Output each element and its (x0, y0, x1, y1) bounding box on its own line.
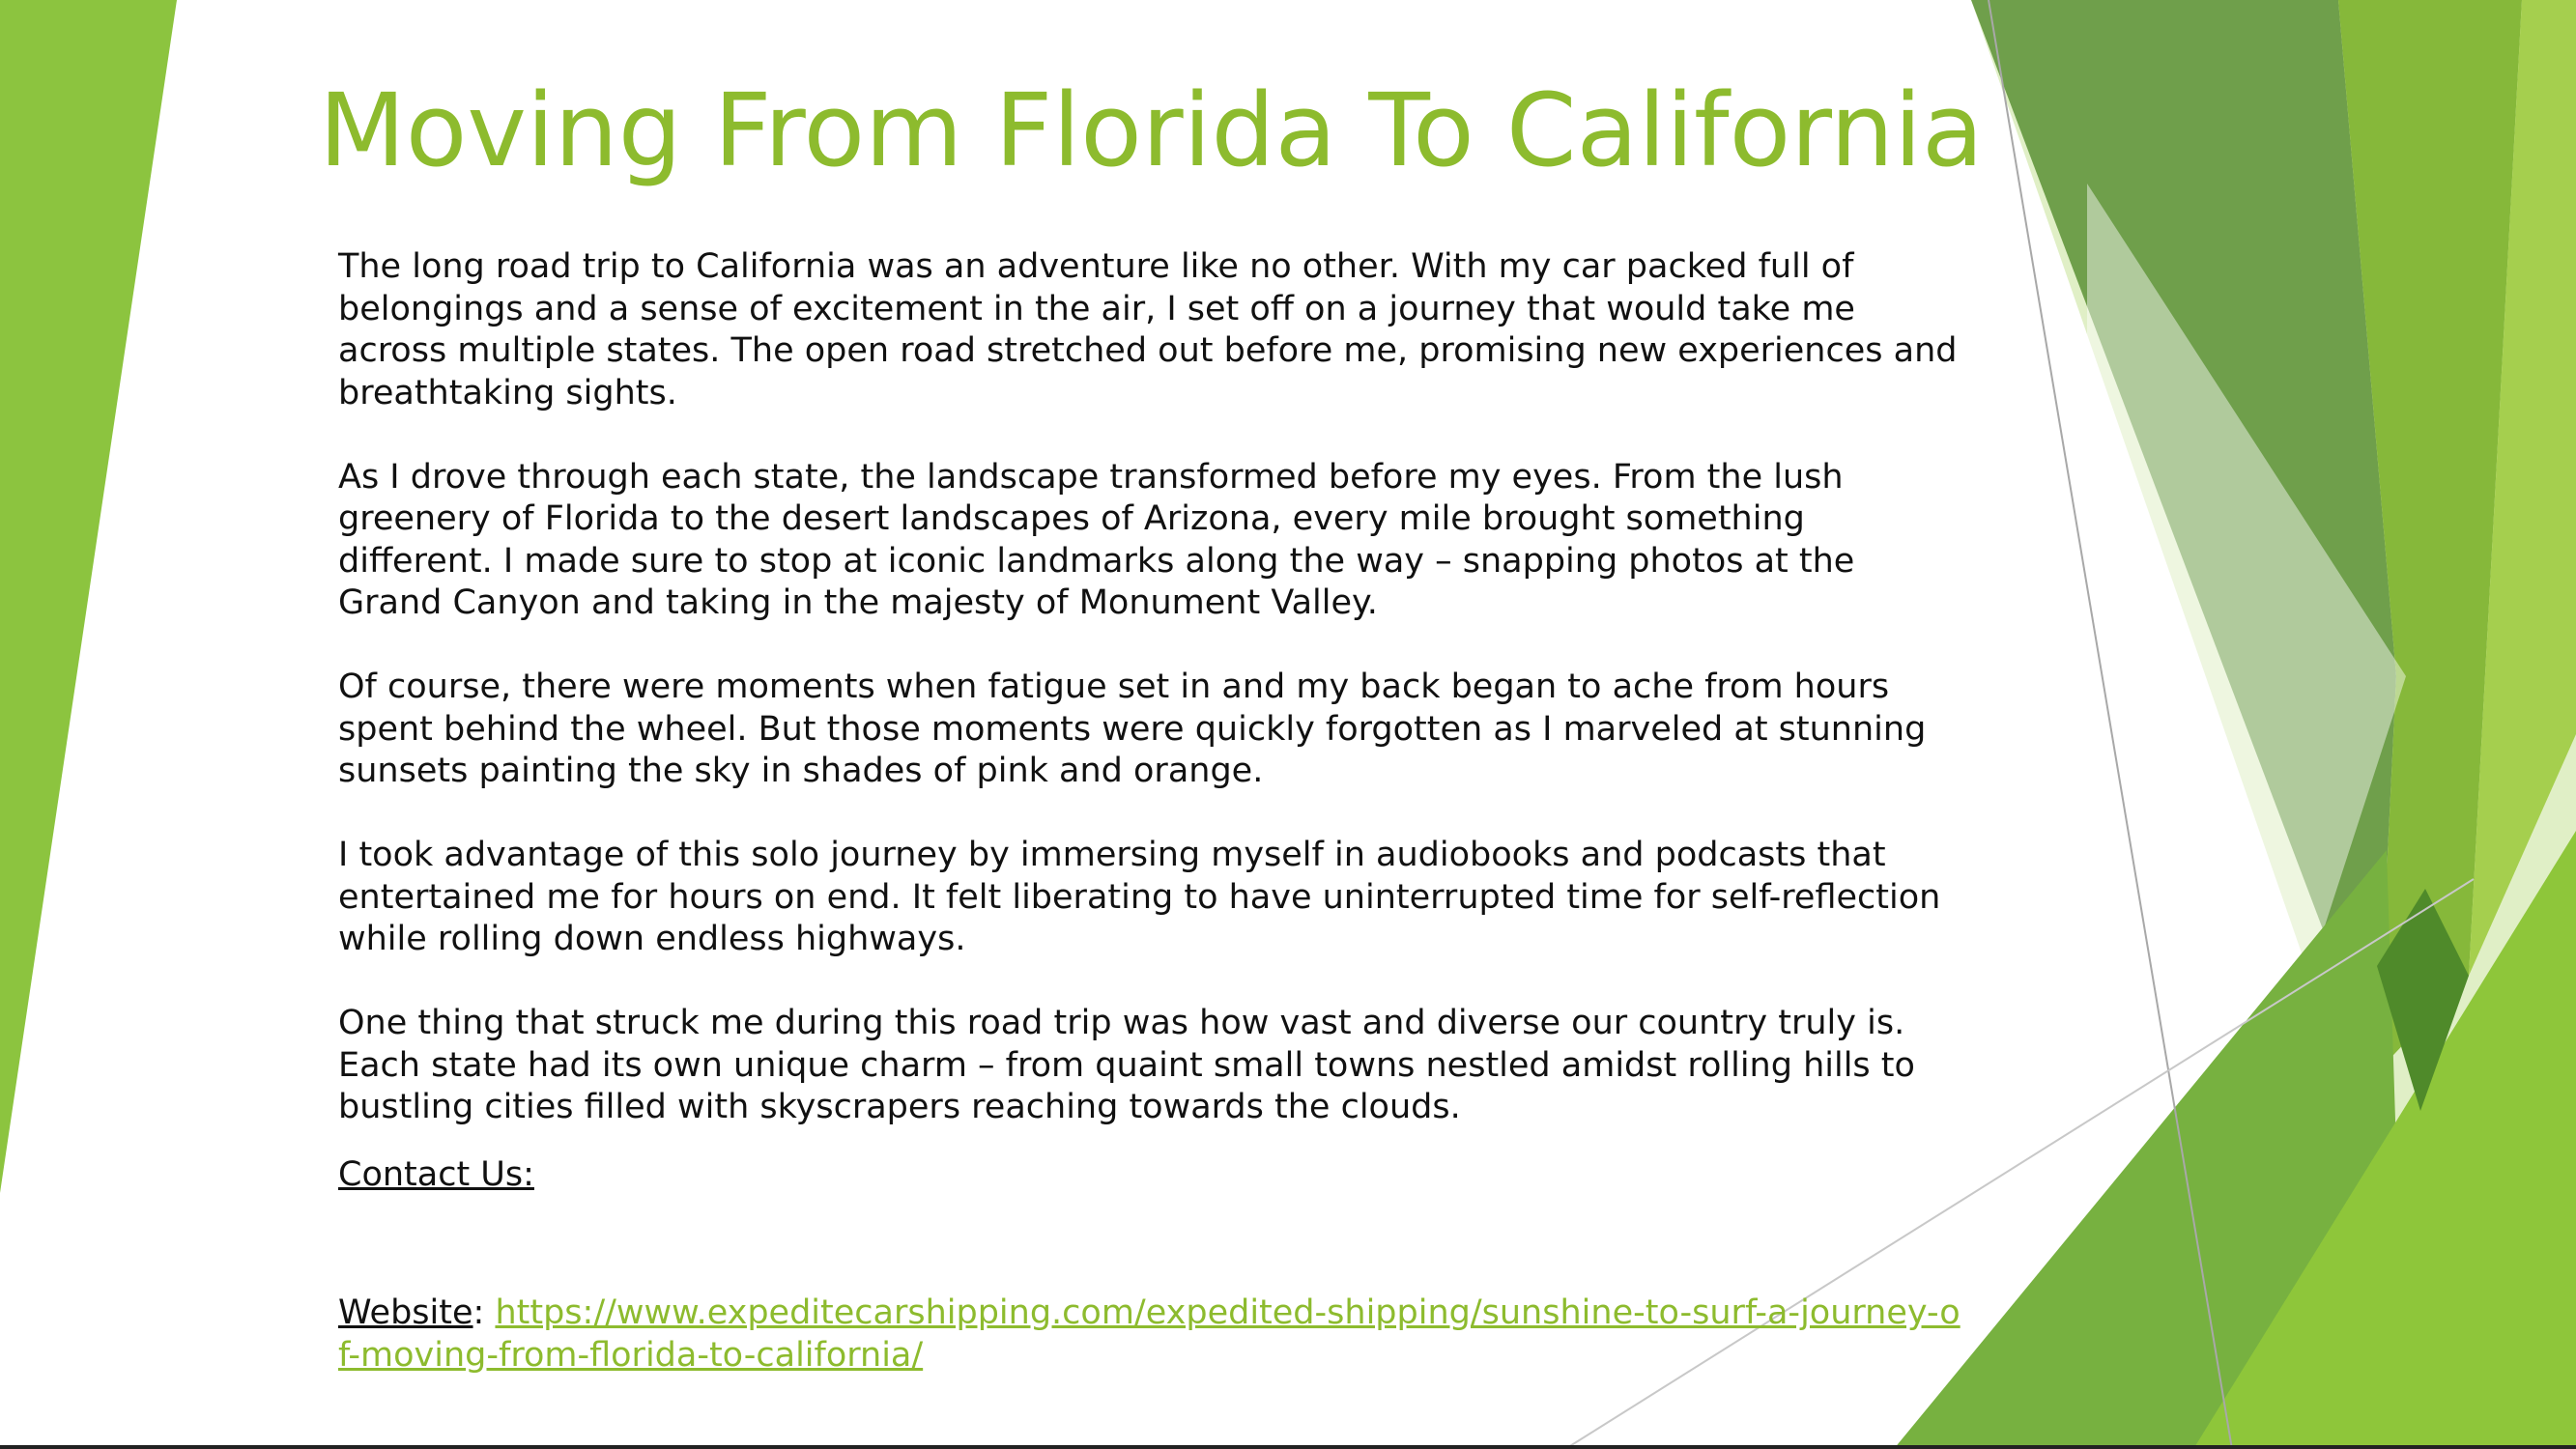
body-text (338, 246, 1961, 1419)
website-link[interactable]: https://www.expeditecarshipping.com/expedited-shipping/sunshine-to-surf-a-journey-of-moving-from-florida-to-california/ (338, 1293, 1961, 1375)
paragraph-2: As I drove through each state, the landscape transformed before my eyes. From the lush greenery of Florida to the desert landscapes of Arizona, every mile brought something different. I made sure to stop at iconic landmarks along the way – snapping photos at the Grand Canyon and taking in the majesty of Monument Valley. (338, 457, 1855, 622)
paragraph-4: I took advantage of this solo journey by immersing myself in audiobooks and podcasts that entertained me for hours on end. It felt liberating to have uninterrupted time for self-reflection while rolling down endless highways. (338, 836, 1941, 958)
left-green-wedge (0, 0, 177, 1193)
slide-title: Moving From Florida To California (319, 71, 1984, 189)
website-line (338, 1293, 1961, 1377)
website-label: Website (338, 1293, 473, 1332)
paragraph-1: The long road trip to California was an adventure like no other. With my car packed full of belongings and a sense of excitement in the air, I set off on a journey that would take me across multiple states. The open road stretched out before me, promising new experiences and breathtaking sights. (338, 247, 1958, 412)
contact-us-label: Contact Us: (338, 1154, 534, 1194)
website-separator: : (472, 1293, 496, 1332)
paragraph-3: Of course, there were moments when fatigue set in and my back began to ache from hours spent behind the wheel. But those moments were quickly forgotten as I marveled at stunning sunsets painting the sky in shades of pink and orange. (338, 668, 1927, 790)
paragraph-5: One thing that struck me during this road trip was how vast and diverse our country truly is. Each state had its own unique charm – from quaint small towns nestled amidst rolling hills to bustling cities filled with skyscrapers reaching towards the clouds. (338, 1004, 1915, 1126)
bottom-border (0, 1445, 2576, 1449)
